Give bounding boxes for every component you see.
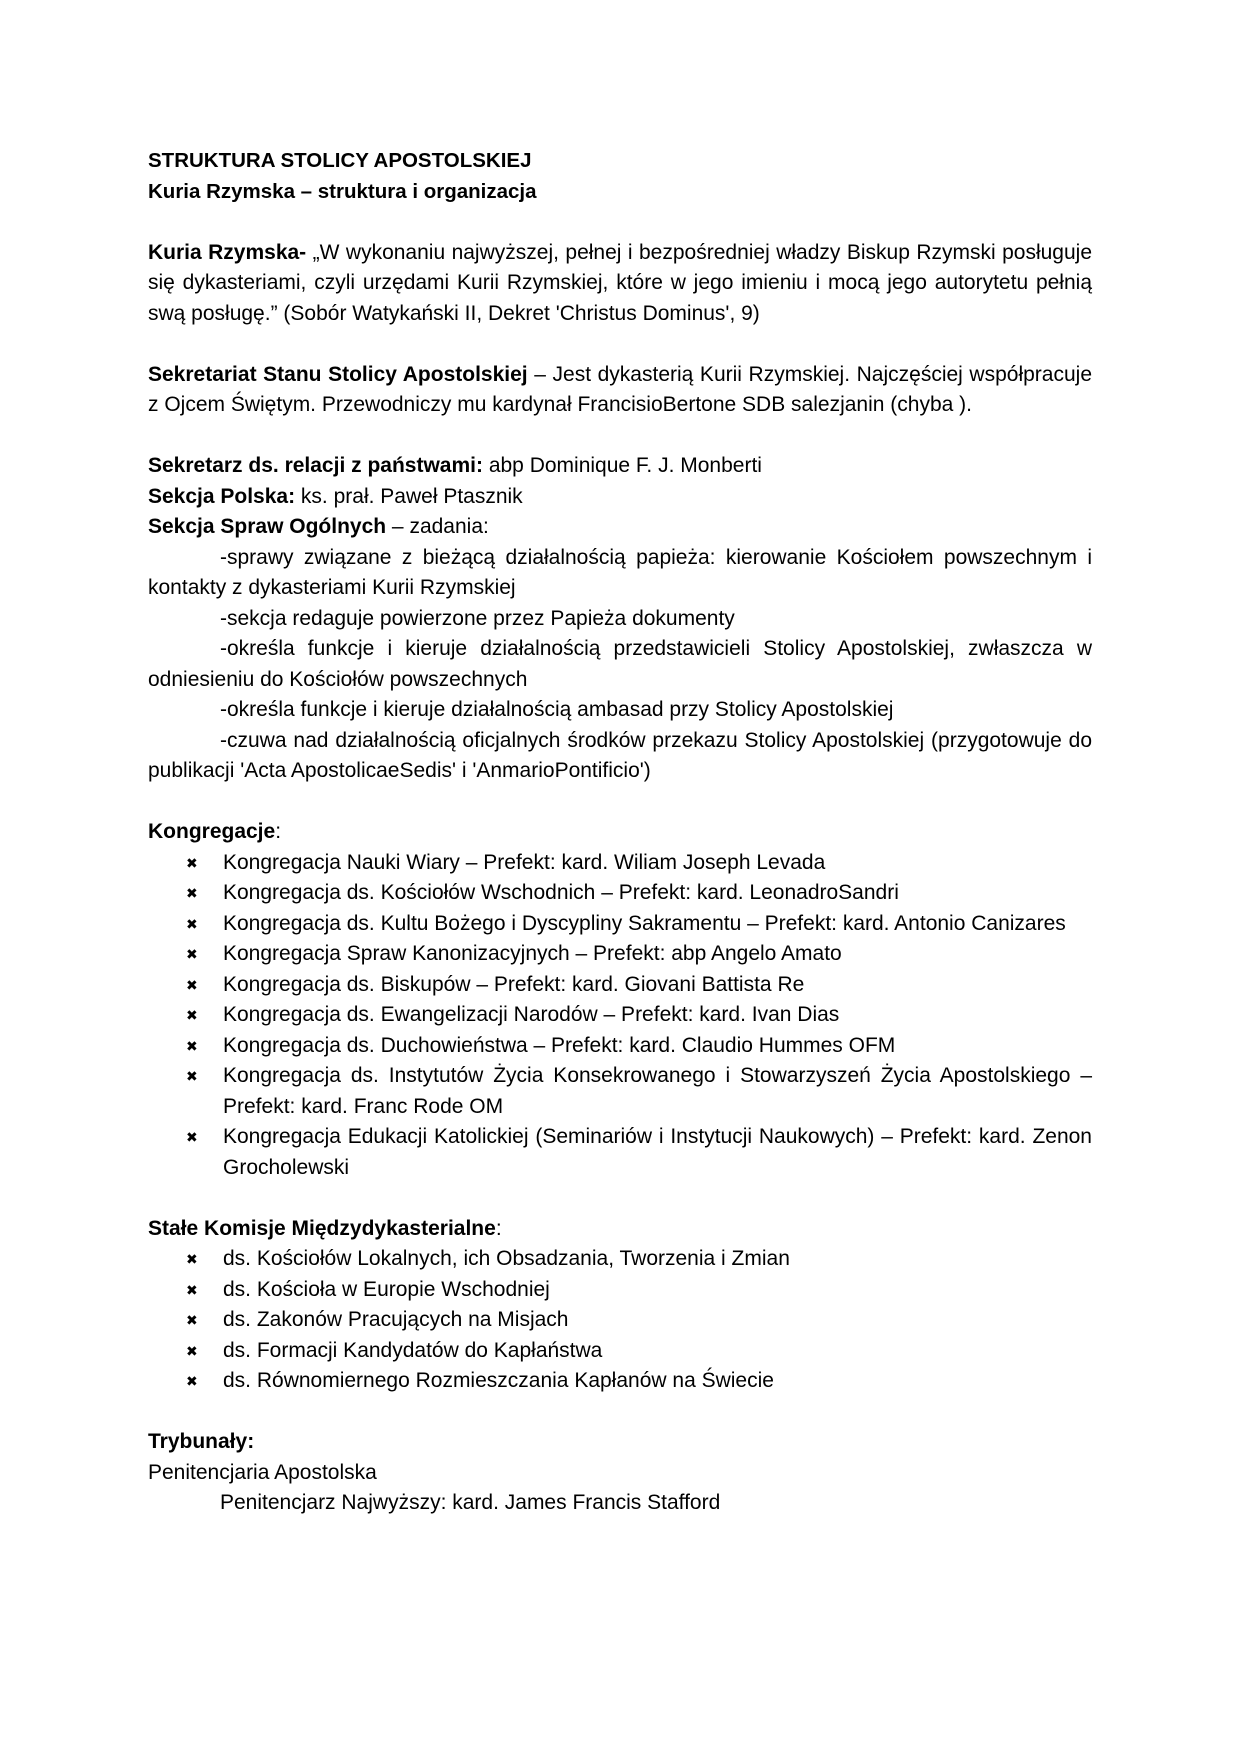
list-item <box>148 909 1092 940</box>
x-bullet-icon: ✖ <box>186 915 198 932</box>
list-item <box>148 1122 1092 1183</box>
document-subtitle: Kuria Rzymska – struktura i organizacja <box>148 179 537 203</box>
x-bullet-icon: ✖ <box>186 1312 198 1328</box>
trybunaly-heading-text: Trybunały: <box>148 1430 255 1453</box>
kuria-paragraph <box>148 238 1092 330</box>
x-bullet-icon: ✖ <box>186 1037 198 1054</box>
list-item-text: Kongregacja Edukacji Katolickiej (Seminariów i Instytucji Naukowych) – Prefekt: kard. Zenon Grocholewski <box>223 1125 1092 1179</box>
x-bullet-icon: ✖ <box>186 976 198 993</box>
x-bullet-icon: ✖ <box>186 1068 198 1084</box>
x-bullet-icon: ✖ <box>186 1342 198 1359</box>
list-item <box>148 1336 1092 1367</box>
sekretariat-text: – Jest dykasterią Kurii Rzymskiej. Najczęściej współpracuje z Ojcem Świętym. Przewodniczy mu kardynał FrancisioBertone SDB salezjanin (chyba ). <box>148 362 1093 416</box>
list-item-text: ds. Równomiernego Rozmieszczania Kapłanów na Świecie <box>223 1369 774 1392</box>
section-line-ogolne <box>148 512 1092 543</box>
x-bullet-icon: ✖ <box>186 1373 198 1389</box>
spacer <box>148 421 1092 452</box>
list-item <box>148 1275 1092 1306</box>
section-term: Sekretarz ds. relacji z państwami: <box>148 454 483 477</box>
komisje-heading-text: Stałe Komisje Międzydykasterialne <box>148 1216 496 1240</box>
list-item <box>148 970 1092 1001</box>
x-bullet-icon: ✖ <box>186 946 198 962</box>
list-item <box>148 1244 1092 1275</box>
x-bullet-icon: ✖ <box>186 1251 198 1267</box>
list-item-text: ds. Kościołów Lokalnych, ich Obsadzania, Tworzenia i Zmian <box>223 1247 790 1270</box>
list-item <box>148 1061 1092 1122</box>
section-line-relations <box>148 451 1092 482</box>
list-item-text: Kongregacja Spraw Kanonizacyjnych – Prefekt: abp Angelo Amato <box>223 942 842 965</box>
task-item: -sekcja redaguje powierzone przez Papieża dokumenty <box>220 606 735 630</box>
list-item-text: Kongregacja ds. Ewangelizacji Narodów – Prefekt: kard. Ivan Dias <box>223 1003 840 1026</box>
list-item <box>148 1031 1092 1062</box>
list-item-text: Kongregacja ds. Duchowieństwa – Prefekt: kard. Claudio Hummes OFM <box>223 1033 896 1057</box>
spacer <box>148 1397 1092 1428</box>
kongregacje-list <box>148 848 1092 1184</box>
sekretariat-paragraph <box>148 360 1092 421</box>
komisje-list <box>148 1244 1092 1397</box>
section-text: ks. prał. Paweł Ptasznik <box>295 484 523 508</box>
document-page <box>148 146 1092 1519</box>
list-item <box>148 848 1092 879</box>
sekretariat-term: Sekretariat Stanu Stolicy Apostolskiej <box>148 362 528 386</box>
list-item-text: ds. Formacji Kandydatów do Kapłaństwa <box>223 1338 603 1362</box>
section-text: abp Dominique F. J. Monberti <box>482 454 762 477</box>
task-item: -sprawy związane z bieżącą działalnością papieża: kierowanie Kościołem powszechnym i kontakty z dykasteriami Kurii Rzymskiej <box>148 545 1092 599</box>
task-item: -określa funkcje i kieruje działalnością ambasad przy Stolicy Apostolskiej <box>220 698 894 721</box>
section-term: Sekcja Spraw Ogólnych <box>148 515 387 538</box>
list-item <box>148 1000 1092 1031</box>
spacer <box>148 1183 1092 1214</box>
kongregacje-heading-text: Kongregacje <box>148 820 276 843</box>
list-item <box>148 1366 1092 1397</box>
list-item <box>148 939 1092 970</box>
x-bullet-icon: ✖ <box>186 1007 198 1023</box>
x-bullet-icon: ✖ <box>186 1281 198 1298</box>
x-bullet-icon: ✖ <box>186 854 198 871</box>
list-item-text: Kongregacja ds. Kultu Bożego i Dyscypliny Sakramentu – Prefekt: kard. Antonio Canizares <box>223 911 1066 935</box>
list-item-text: ds. Kościoła w Europie Wschodniej <box>223 1277 550 1301</box>
spacer <box>148 329 1092 360</box>
kuria-term: Kuria Rzymska- <box>148 240 307 264</box>
list-item-text: Kongregacja ds. Biskupów – Prefekt: kard. Giovani Battista Re <box>223 972 805 996</box>
list-item <box>148 1305 1092 1336</box>
list-item-text: Kongregacja ds. Instytutów Życia Konsekrowanego i Stowarzyszeń Życia Apostolskiego – Prefekt: kard. Franc Rode OM <box>223 1064 1092 1118</box>
heading-colon: : <box>495 1216 502 1240</box>
kongregacje-heading <box>148 817 1092 848</box>
list-item-text: Kongregacja Nauki Wiary – Prefekt: kard. Wiliam Joseph Levada <box>223 850 826 874</box>
trybunaly-heading <box>148 1427 1092 1458</box>
document-title: STRUKTURA STOLICY APOSTOLSKIEJ <box>148 149 532 172</box>
heading-colon: : <box>275 820 282 843</box>
task-item: -czuwa nad działalnością oficjalnych środków przekazu Stolicy Apostolskiej (przygotowuje do publikacji 'Acta ApostolicaeSedis' i 'AnmarioPontificio') <box>148 728 1092 782</box>
list-item <box>148 878 1092 909</box>
trybunal-name: Penitencjaria Apostolska <box>148 1460 377 1484</box>
kuria-text: „W wykonaniu najwyższej, pełnej i bezpośredniej władzy Biskup Rzymski posługuje się dykasteriami, czyli urzędami Kurii Rzymskiej, które w jego imieniu i mocą jego autorytetu pełnią swą posługę.” (Sobór Watykański II, Dekret 'Christus Dominus', 9) <box>148 240 1093 325</box>
spacer <box>148 787 1092 818</box>
section-line-polska <box>148 482 1092 513</box>
komisje-heading <box>148 1214 1092 1245</box>
trybunal-detail: Penitencjarz Najwyższy: kard. James Francis Stafford <box>220 1491 721 1514</box>
x-bullet-icon: ✖ <box>186 1129 198 1145</box>
list-item-text: ds. Zakonów Pracujących na Misjach <box>223 1308 569 1331</box>
section-text: – zadania: <box>386 515 489 538</box>
spacer <box>148 207 1092 238</box>
section-term: Sekcja Polska: <box>148 484 296 508</box>
task-item: -określa funkcje i kieruje działalnością przedstawicieli Stolicy Apostolskiej, zwłaszcza w odniesieniu do Kościołów powszechnych <box>148 637 1092 691</box>
list-item-text: Kongregacja ds. Kościołów Wschodnich – Prefekt: kard. LeonadroSandri <box>223 881 899 904</box>
x-bullet-icon: ✖ <box>186 885 198 901</box>
